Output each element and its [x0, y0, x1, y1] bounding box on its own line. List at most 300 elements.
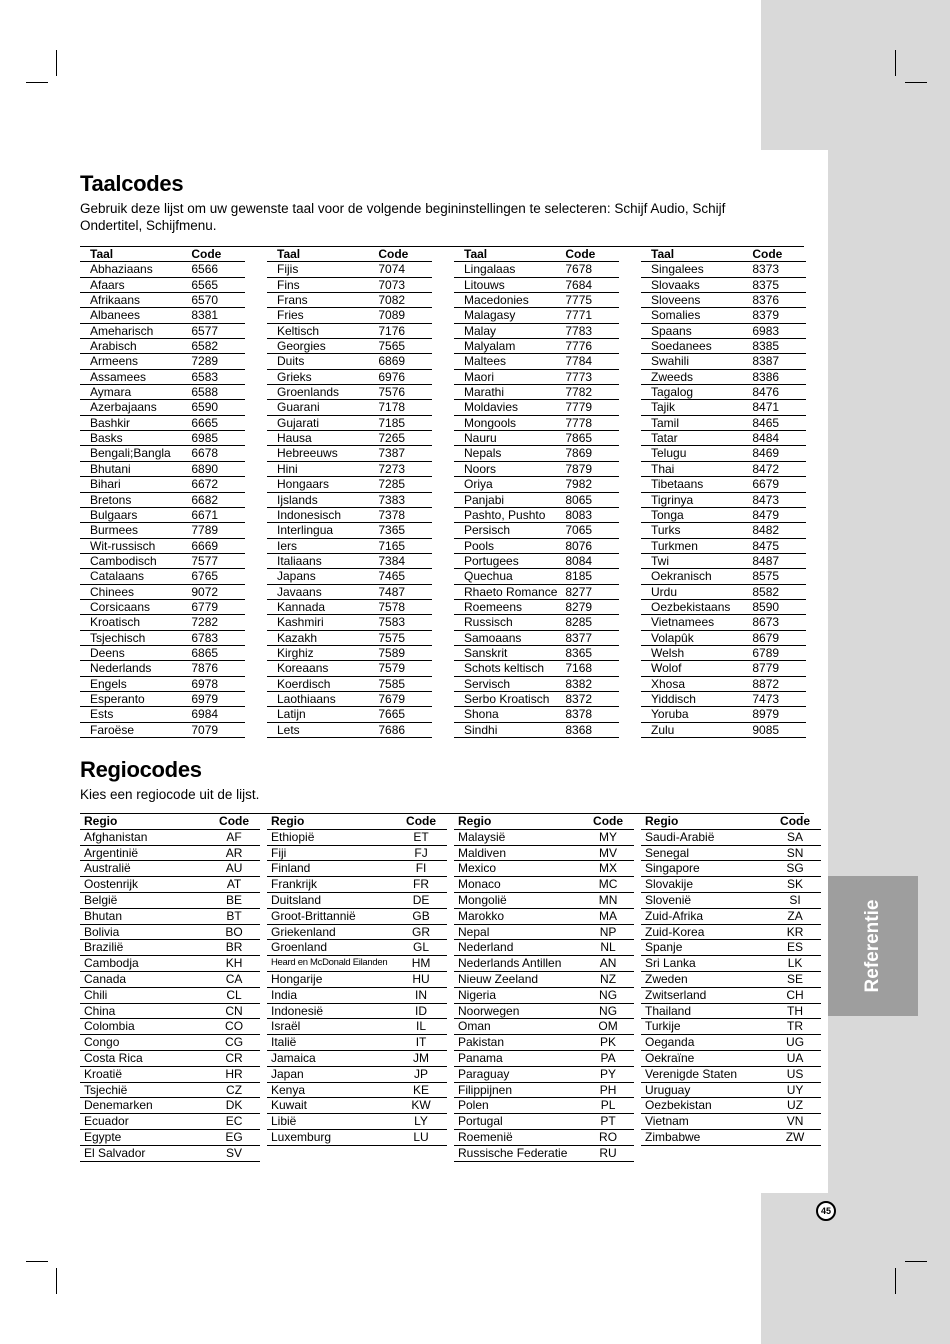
table-row [454, 845, 634, 861]
entry-code: BR [208, 940, 260, 956]
entry-name: Noors [454, 461, 565, 476]
entry-code: MY [582, 829, 634, 845]
entry-name: Thailand [641, 1003, 769, 1019]
entry-name: Italië [267, 1035, 395, 1051]
table-row [641, 1003, 821, 1019]
entry-code: SV [208, 1145, 260, 1161]
entry-name: Interlingua [267, 523, 378, 538]
table-header-row [454, 247, 619, 262]
entry-code: 8679 [752, 630, 806, 645]
entry-code: 8083 [565, 507, 619, 522]
crop-mark [895, 50, 896, 76]
table-row [454, 645, 619, 660]
entry-name: Deens [80, 645, 191, 660]
table-row [80, 584, 245, 599]
entry-name: Egypte [80, 1129, 208, 1145]
table-row [454, 461, 619, 476]
entry-name: Oeganda [641, 1035, 769, 1051]
entry-code [395, 1145, 447, 1160]
entry-name: Groenland [267, 940, 395, 956]
table-row [641, 277, 806, 292]
entry-name: Persisch [454, 523, 565, 538]
entry-code: DE [395, 892, 447, 908]
entry-code: 7782 [565, 385, 619, 400]
table-row [80, 707, 245, 722]
entry-code: 8385 [752, 339, 806, 354]
entry-name: Portugees [454, 553, 565, 568]
column-header-name: Taal [641, 247, 752, 262]
entry-name: Duits [267, 354, 378, 369]
crop-mark [905, 82, 927, 83]
entry-name: Panjabi [454, 492, 565, 507]
entry-code: 7684 [565, 277, 619, 292]
entry-code: 7289 [191, 354, 245, 369]
entry-code: TR [769, 1019, 821, 1035]
entry-code: 7575 [378, 630, 432, 645]
entry-name: Hongarije [267, 971, 395, 987]
table-row [454, 415, 619, 430]
entry-name: Gujarati [267, 415, 378, 430]
entry-name: Ethiopië [267, 829, 395, 845]
entry-name: Tonga [641, 507, 752, 522]
entry-code: HU [395, 971, 447, 987]
entry-code: 8473 [752, 492, 806, 507]
table-row [267, 262, 432, 277]
entry-code: UY [769, 1082, 821, 1098]
entry-code: 7678 [565, 262, 619, 277]
entry-name: Afghanistan [80, 829, 208, 845]
entry-name: Slovakije [641, 877, 769, 893]
entry-code: LK [769, 956, 821, 972]
entry-name: Armeens [80, 354, 191, 369]
table-header-row [641, 814, 821, 829]
entry-code: MX [582, 861, 634, 877]
entry-code: 6669 [191, 538, 245, 553]
table-row [267, 645, 432, 660]
entry-code: 7565 [378, 339, 432, 354]
entry-name: Nederlands [80, 661, 191, 676]
entry-code: 6985 [191, 431, 245, 446]
entry-name: Libië [267, 1114, 395, 1130]
entry-name: Sindhi [454, 722, 565, 737]
entry-code: CA [208, 971, 260, 987]
region-table-3 [454, 814, 634, 1162]
table-row [641, 877, 821, 893]
table-row [80, 523, 245, 538]
table-row [80, 722, 245, 737]
entry-code: 8582 [752, 584, 806, 599]
table-row [454, 538, 619, 553]
entry-name: Zulu [641, 722, 752, 737]
column-header-name: Regio [80, 814, 208, 829]
table-row [641, 971, 821, 987]
entry-code: JM [395, 1050, 447, 1066]
table-row [267, 1082, 447, 1098]
entry-name: Bolivia [80, 924, 208, 940]
table-row [641, 354, 806, 369]
entry-name: Zimbabwe [641, 1129, 769, 1145]
entry-name: Kirghiz [267, 645, 378, 660]
entry-name: Jamaica [267, 1050, 395, 1066]
entry-name: Oman [454, 1019, 582, 1035]
entry-name: Oezbekistan [641, 1098, 769, 1114]
entry-name: Basks [80, 431, 191, 446]
entry-name: Duitsland [267, 892, 395, 908]
entry-name: Moldavies [454, 400, 565, 415]
table-row [641, 1066, 821, 1082]
table-row [454, 1082, 634, 1098]
entry-name: Twi [641, 553, 752, 568]
entry-name: Telugu [641, 446, 752, 461]
entry-code: UA [769, 1050, 821, 1066]
entry-name: Fins [267, 277, 378, 292]
table-row [80, 415, 245, 430]
entry-code: SE [769, 971, 821, 987]
entry-code: 6583 [191, 369, 245, 384]
entry-code: 7487 [378, 584, 432, 599]
entry-code: 7865 [565, 431, 619, 446]
entry-code: 9085 [752, 722, 806, 737]
entry-name: Bihari [80, 477, 191, 492]
entry-code: CZ [208, 1082, 260, 1098]
table-row [267, 354, 432, 369]
entry-name [641, 1145, 769, 1160]
entry-code: RO [582, 1129, 634, 1145]
table-row [641, 630, 806, 645]
language-table-1 [80, 247, 245, 738]
region-table-2 [267, 814, 447, 1161]
entry-code: 7165 [378, 538, 432, 553]
entry-name: Georgies [267, 339, 378, 354]
entry-name: Schots keltisch [454, 661, 565, 676]
table-row [641, 599, 806, 614]
entry-name: Australië [80, 861, 208, 877]
entry-name: Denemarken [80, 1098, 208, 1114]
entry-code: MV [582, 845, 634, 861]
entry-name: Javaans [267, 584, 378, 599]
column-header-code: Code [191, 247, 245, 262]
entry-name: Faroëse [80, 722, 191, 737]
table-row [454, 446, 619, 461]
table-row [267, 1098, 447, 1114]
table-row [80, 323, 245, 338]
table-row [454, 569, 619, 584]
entry-name: Shona [454, 707, 565, 722]
table-row [267, 523, 432, 538]
entry-name: Mongolië [454, 892, 582, 908]
table-row [80, 1114, 260, 1130]
crop-mark [895, 1268, 896, 1294]
table-row [641, 492, 806, 507]
table-row [641, 676, 806, 691]
entry-code: SN [769, 845, 821, 861]
entry-name: Vietnamees [641, 615, 752, 630]
table-row [641, 339, 806, 354]
entry-code: 7089 [378, 308, 432, 323]
table-row [80, 538, 245, 553]
entry-name: Tibetaans [641, 477, 752, 492]
entry-name: Afaars [80, 277, 191, 292]
entry-name: Wit-russisch [80, 538, 191, 553]
entry-code: 6678 [191, 446, 245, 461]
entry-code: 8479 [752, 507, 806, 522]
entry-code: 7577 [191, 553, 245, 568]
entry-name: Cambodisch [80, 553, 191, 568]
entry-name: Panama [454, 1050, 582, 1066]
entry-name: Albanees [80, 308, 191, 323]
table-row [80, 477, 245, 492]
table-row [80, 691, 245, 706]
table-row [267, 584, 432, 599]
entry-name: Canada [80, 971, 208, 987]
entry-name: Uruguay [641, 1082, 769, 1098]
crop-mark [905, 1261, 927, 1262]
entry-code: 8378 [565, 707, 619, 722]
table-row [267, 861, 447, 877]
table-row [641, 431, 806, 446]
entry-name: Maltees [454, 354, 565, 369]
table-row [454, 369, 619, 384]
table-row [641, 956, 821, 972]
entry-code: 8575 [752, 569, 806, 584]
entry-name: Corsicaans [80, 599, 191, 614]
entry-name: Tigrinya [641, 492, 752, 507]
entry-code: AF [208, 829, 260, 845]
entry-name: Frankrijk [267, 877, 395, 893]
table-row [454, 1035, 634, 1051]
entry-code: 7869 [565, 446, 619, 461]
entry-code: 7789 [191, 523, 245, 538]
column-header-code: Code [208, 814, 260, 829]
crop-mark [26, 82, 48, 83]
entry-name: Roemeens [454, 599, 565, 614]
entry-code: 7465 [378, 569, 432, 584]
entry-name: Thai [641, 461, 752, 476]
entry-code: 8482 [752, 523, 806, 538]
entry-code: 6983 [752, 323, 806, 338]
table-row [267, 1114, 447, 1130]
table-row [641, 369, 806, 384]
entry-name: Macedonies [454, 293, 565, 308]
table-row [267, 722, 432, 737]
entry-name: Esperanto [80, 691, 191, 706]
table-row [641, 1098, 821, 1114]
entry-code: 6588 [191, 385, 245, 400]
entry-name: Quechua [454, 569, 565, 584]
table-row [80, 431, 245, 446]
region-codes-intro: Kies een regiocode uit de lijst. [80, 787, 260, 802]
entry-code: 7265 [378, 431, 432, 446]
entry-code: 8379 [752, 308, 806, 323]
table-row [267, 829, 447, 845]
entry-code: VN [769, 1114, 821, 1130]
table-row [267, 400, 432, 415]
entry-name: Kashmiri [267, 615, 378, 630]
entry-code: TH [769, 1003, 821, 1019]
side-bar-bottom [761, 1193, 950, 1344]
table-row [80, 645, 245, 660]
table-row [267, 323, 432, 338]
entry-code: 7273 [378, 461, 432, 476]
entry-name: Swahili [641, 354, 752, 369]
entry-name: Pakistan [454, 1035, 582, 1051]
entry-code: 8476 [752, 385, 806, 400]
entry-name: Pashto, Pushto [454, 507, 565, 522]
entry-name: Engels [80, 676, 191, 691]
table-row [267, 987, 447, 1003]
entry-name: Tsjechië [80, 1082, 208, 1098]
entry-name: Singapore [641, 861, 769, 877]
table-row [267, 908, 447, 924]
entry-name: Yoruba [641, 707, 752, 722]
entry-name: Kenya [267, 1082, 395, 1098]
entry-name: Aymara [80, 385, 191, 400]
entry-name: Zwitserland [641, 987, 769, 1003]
entry-name: Brazilië [80, 940, 208, 956]
language-table-4 [641, 247, 806, 738]
entry-code: GR [395, 924, 447, 940]
column-header-code: Code [752, 247, 806, 262]
table-row [267, 924, 447, 940]
entry-name: Assamees [80, 369, 191, 384]
table-row [80, 1019, 260, 1035]
entry-name: Israël [267, 1019, 395, 1035]
entry-name: Servisch [454, 676, 565, 691]
entry-code: PL [582, 1098, 634, 1114]
table-row [641, 385, 806, 400]
table-row [641, 308, 806, 323]
table-row [80, 630, 245, 645]
entry-name: Colombia [80, 1019, 208, 1035]
entry-name: Pools [454, 538, 565, 553]
entry-code: 8386 [752, 369, 806, 384]
table-row [454, 676, 619, 691]
crop-mark [26, 1261, 48, 1262]
table-header-row [454, 814, 634, 829]
column-header-name: Taal [80, 247, 191, 262]
entry-code: 8469 [752, 446, 806, 461]
entry-code: 8372 [565, 691, 619, 706]
table-header-row [641, 247, 806, 262]
entry-code: MN [582, 892, 634, 908]
entry-name: Lingalaas [454, 262, 565, 277]
table-row [454, 507, 619, 522]
language-table-2 [267, 247, 432, 738]
entry-name: Saudi-Arabië [641, 829, 769, 845]
table-row [454, 599, 619, 614]
entry-name: Nepals [454, 446, 565, 461]
table-row [80, 971, 260, 987]
table-row [80, 293, 245, 308]
entry-code: 6865 [191, 645, 245, 660]
entry-name: Paraguay [454, 1066, 582, 1082]
entry-name: Sanskrit [454, 645, 565, 660]
entry-code: 8084 [565, 553, 619, 568]
column-header-name: Taal [454, 247, 565, 262]
column-header-code: Code [565, 247, 619, 262]
table-row [267, 599, 432, 614]
side-bar-middle [828, 150, 950, 1193]
entry-code: 7383 [378, 492, 432, 507]
entry-code: 8277 [565, 584, 619, 599]
table-header-row [267, 814, 447, 829]
column-header-code: Code [769, 814, 821, 829]
entry-code: 8375 [752, 277, 806, 292]
table-row [80, 1066, 260, 1082]
entry-code: CN [208, 1003, 260, 1019]
entry-code: 7387 [378, 446, 432, 461]
entry-name: Bengali;Bangla [80, 446, 191, 461]
table-row [80, 308, 245, 323]
entry-name: Ests [80, 707, 191, 722]
table-row [641, 615, 806, 630]
entry-code: 7775 [565, 293, 619, 308]
entry-code: 7679 [378, 691, 432, 706]
entry-code: NP [582, 924, 634, 940]
table-row [641, 446, 806, 461]
table-row [267, 492, 432, 507]
entry-name: Luxemburg [267, 1129, 395, 1145]
entry-code: ES [769, 940, 821, 956]
table-row [454, 293, 619, 308]
entry-code: PA [582, 1050, 634, 1066]
entry-code: 7282 [191, 615, 245, 630]
column-header-code: Code [395, 814, 447, 829]
entry-name: Spanje [641, 940, 769, 956]
side-bar-top [761, 0, 950, 150]
entry-name: Keltisch [267, 323, 378, 338]
entry-code: 6783 [191, 630, 245, 645]
entry-code: PT [582, 1114, 634, 1130]
entry-code: 8373 [752, 262, 806, 277]
table-row [267, 415, 432, 430]
table-row [641, 722, 806, 737]
table-row [267, 971, 447, 987]
entry-code: IT [395, 1035, 447, 1051]
entry-name: Portugal [454, 1114, 582, 1130]
entry-code: 8387 [752, 354, 806, 369]
entry-code: 6890 [191, 461, 245, 476]
table-row [641, 661, 806, 676]
entry-name: Kroatisch [80, 615, 191, 630]
table-row [454, 924, 634, 940]
entry-name: El Salvador [80, 1145, 208, 1161]
table-row [454, 262, 619, 277]
entry-code: MA [582, 908, 634, 924]
table-row [454, 691, 619, 706]
entry-name: Fries [267, 308, 378, 323]
table-row [267, 615, 432, 630]
entry-name: Slovenië [641, 892, 769, 908]
entry-name: Maori [454, 369, 565, 384]
entry-code: 8472 [752, 461, 806, 476]
table-row [454, 940, 634, 956]
entry-name: Burmees [80, 523, 191, 538]
entry-name: Kannada [267, 599, 378, 614]
entry-code: 7378 [378, 507, 432, 522]
entry-name: Roemenië [454, 1129, 582, 1145]
entry-code: FR [395, 877, 447, 893]
table-row [641, 892, 821, 908]
table-row [267, 308, 432, 323]
entry-code: NG [582, 1003, 634, 1019]
table-row [267, 461, 432, 476]
entry-code: 6789 [752, 645, 806, 660]
table-row [641, 523, 806, 538]
table-row [80, 661, 245, 676]
entry-code: 7776 [565, 339, 619, 354]
entry-code: 7578 [378, 599, 432, 614]
